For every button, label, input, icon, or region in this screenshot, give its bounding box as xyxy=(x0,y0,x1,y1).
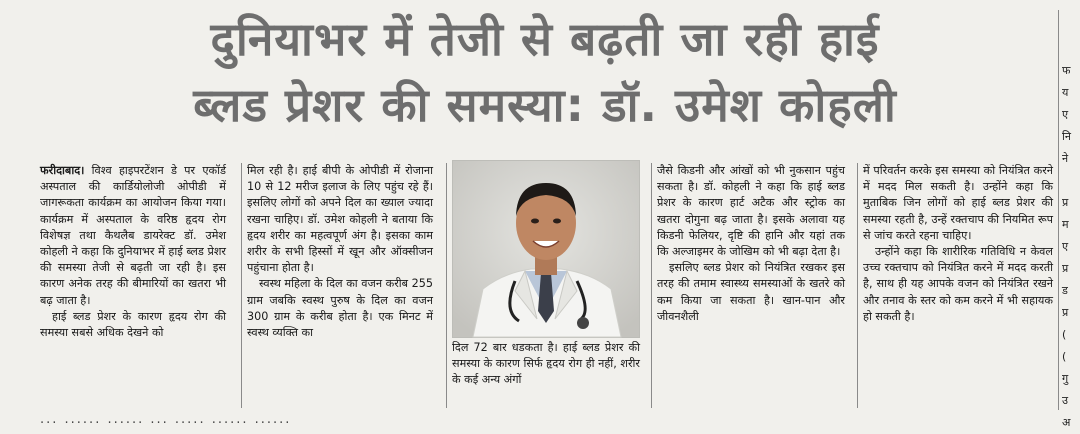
headline-line-2: ब्लड प्रेशर की समस्या: डॉ. उमेश कोहली xyxy=(193,78,897,132)
fragment-line: प्र xyxy=(1062,306,1069,319)
doctor-photo xyxy=(452,160,640,338)
adjacent-article-fragment xyxy=(1062,60,1080,429)
fragment-line: ने xyxy=(1062,152,1069,165)
fragment-line: ( xyxy=(1062,350,1067,363)
article-column-3 xyxy=(452,340,640,420)
paragraph: इसलिए ब्लड प्रेशर को नियंत्रित रखकर इस तरह की तमाम स्वास्थ्य समस्याओं के खतरे को कम किया जा सकता है। खान-पान और जीवनशैली xyxy=(657,261,845,323)
side-divider xyxy=(1058,10,1059,410)
fragment-line: गु xyxy=(1062,372,1069,385)
fragment-line: उ xyxy=(1062,394,1069,407)
article-column-5 xyxy=(863,163,1053,413)
article-column-2 xyxy=(247,163,433,413)
paragraph: हाई ब्लड प्रेशर के कारण हृदय रोग की समस्या सबसे अधिक देखने को xyxy=(40,309,226,340)
fragment-line: फ xyxy=(1062,64,1071,77)
paragraph: में परिवर्तन करके इस समस्या को नियंत्रित करने में मदद मिल सकती है। उन्होंने कहा कि मुताबिक जिन लोगों को हाई ब्लड प्रेशर की समस्या रहती है, उन्हें रक्तचाप की नियमित रूप से जांच करते रहना चाहिए। xyxy=(863,164,1053,242)
dateline: फरीदाबाद। xyxy=(40,164,85,177)
column-divider xyxy=(651,163,652,408)
column-divider xyxy=(857,163,858,408)
fragment-line: प्र xyxy=(1062,196,1069,209)
headline xyxy=(30,6,1060,138)
column-divider xyxy=(446,163,447,408)
paragraph: स्वस्थ महिला के दिल का वजन करीब 255 ग्राम जबकि स्वस्थ पुरुष के दिल का वजन 300 ग्राम के करीब होता है। एक मिनट में स्वस्थ व्यक्ति का xyxy=(247,277,433,340)
doctor-portrait-illustration xyxy=(453,161,639,337)
fragment-line: ड xyxy=(1062,284,1068,297)
fragment-line: नि xyxy=(1062,130,1071,143)
paragraph xyxy=(40,163,226,309)
fragment-line: ए xyxy=(1062,108,1069,121)
fragment-line: ए xyxy=(1062,240,1069,253)
paragraph: मिल रही है। हाई बीपी के ओपीडी में रोजाना 10 से 12 मरीज इलाज के लिए पहुंच रहे हैं। इसलिए लोगों को अपने दिल का ख्याल ज्यादा रखना चाहिए। डॉ. उमेश कोहली ने बताया कि हृदय शरीर का महत्वपूर्ण अंग है। इसका काम शरीर के सभी हिस्सों में खून और ऑक्सीजन पहुंचाना होता है। xyxy=(247,164,433,275)
fragment-line xyxy=(1062,170,1080,192)
fragment-line: य xyxy=(1062,86,1069,99)
fragment-line: म xyxy=(1062,218,1069,231)
column-divider xyxy=(241,163,242,408)
paragraph: उन्होंने कहा कि शारीरिक गतिविधि न केवल उच्च रक्तचाप को नियंत्रित करने में मदद करती है, साथ ही यह आपके वजन को नियंत्रित रखने और तनाव के स्तर को कम करने में भी सहायक हो सकती है। xyxy=(863,245,1053,323)
fragment-line: ( xyxy=(1062,328,1067,341)
fragment-line: अ xyxy=(1062,416,1071,429)
headline-line-1: दुनियाभर में तेजी से बढ़ती जा रही हाई xyxy=(210,12,880,66)
article-column-4 xyxy=(657,163,845,413)
paragraph: दिल 72 बार धडकता है। हाई ब्लड प्रेशर की समस्या के कारण सिर्फ हृदय रोग ही नहीं, शरीर के कई अन्य अंगों xyxy=(452,341,640,387)
paragraph: जैसे किडनी और आंखों को भी नुकसान पहुंच सकता है। डॉ. कोहली ने कहा कि हाई ब्लड प्रेशर के कारण हार्ट अटैक और स्ट्रोक का खतरा दोगुना बढ़ जाता है। इसके अलावा यह किडनी फेलियर, दृष्टि की हानि और यहां तक कि अल्जाइमर के जोखिम को भी बढ़ा देता है। xyxy=(657,164,845,259)
next-article-fragment: ... ...... ...... ... ..... ...... ...... xyxy=(40,412,292,427)
fragment-line: प्र xyxy=(1062,262,1069,275)
paragraph-text: विश्व हाइपरटेंशन डे पर एकॉर्ड अस्पताल की कार्डियोलोजी ओपीडी में जागरूकता कार्यक्रम का आयोजन किया गया। कार्यक्रम में अस्पताल के वरिष्ठ हृदय रोग विशेषज्ञ तथा कैथलैब डायरेक्ट डॉ. उमेश कोहली ने कहा कि दुनियाभर में हाई ब्लड प्रेशर की समस्या तेजी से बढ़ती जा रही है। इस कारण अनेक तरह की बीमारियों का खतरा भी बढ़ जाता है। xyxy=(40,164,226,307)
article-column-1 xyxy=(40,163,226,413)
